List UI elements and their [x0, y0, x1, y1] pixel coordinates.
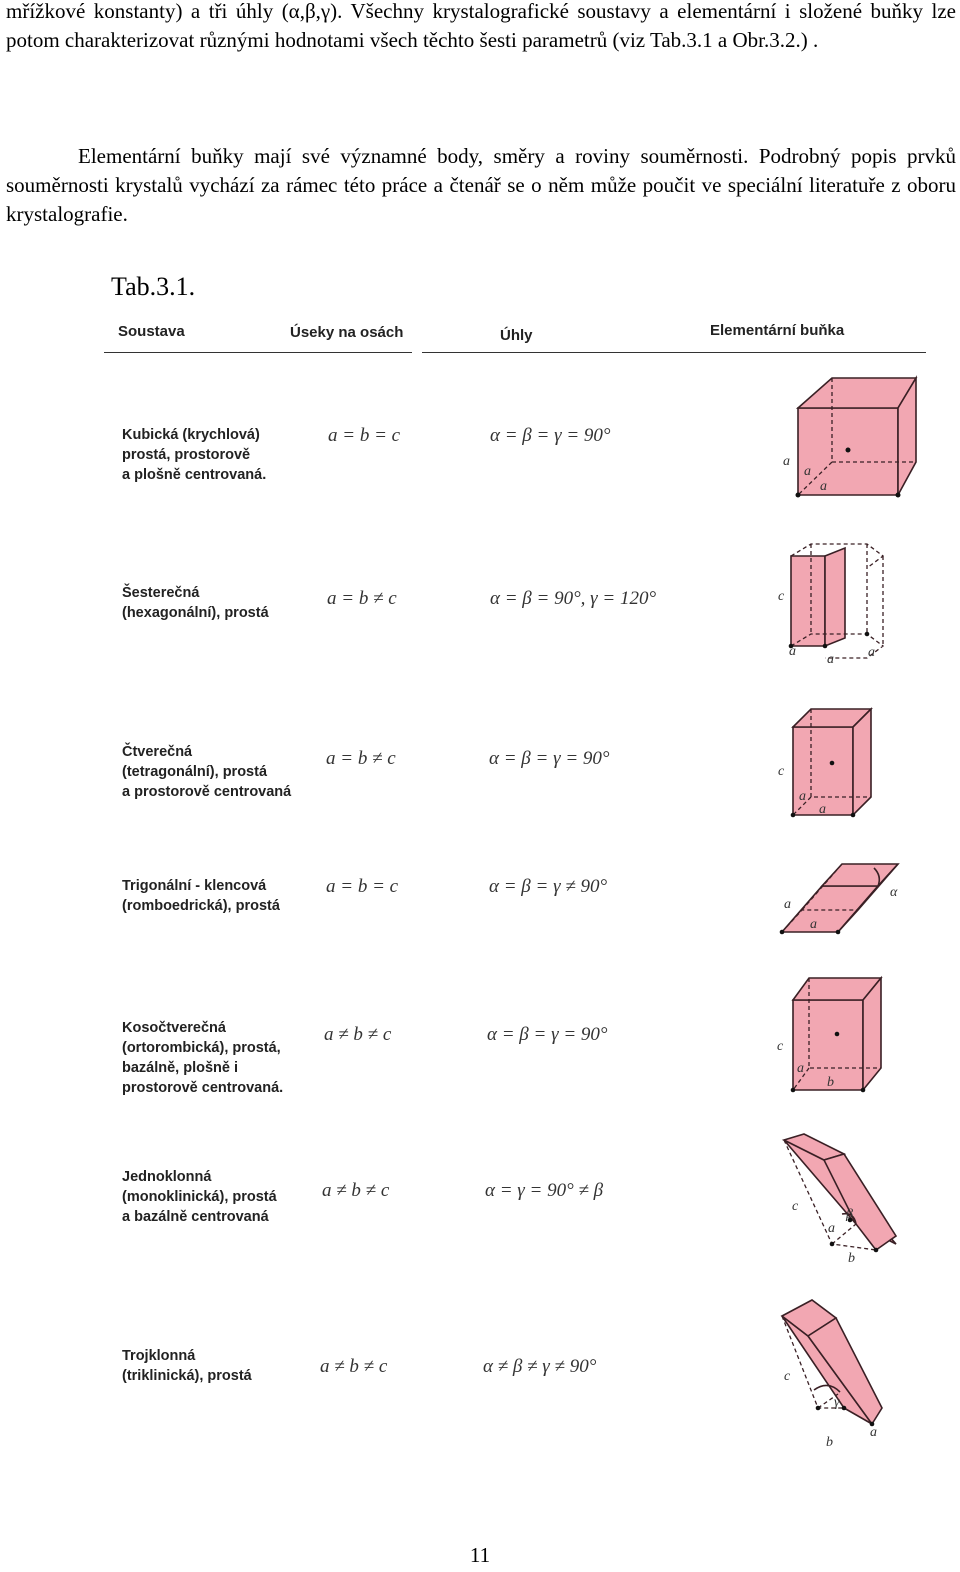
lattice-point [846, 448, 851, 453]
lattice-point [791, 1088, 796, 1093]
page-number: 11 [469, 1543, 491, 1567]
lattice-point [851, 813, 856, 818]
axes-relation: a ≠ b ≠ c [324, 1024, 392, 1045]
cell-label: c [784, 1369, 791, 1384]
cell-label: c [792, 1199, 799, 1214]
cubic-cell-diagram [780, 370, 930, 500]
angles-relation: α = β = γ = 90° [489, 748, 610, 769]
lattice-point [842, 1406, 847, 1411]
cell-label: a [789, 644, 796, 659]
hexagonal-cell-diagram [775, 538, 895, 668]
cell-label: c [778, 764, 785, 779]
lattice-point [874, 1248, 879, 1253]
cell-label: γ [834, 1395, 840, 1410]
symmetry-paragraph-text: Elementární buňky mají své významné body, směry a roviny souměrnosti. Podrobný popis prvků souměrnosti krystalů vychází za rámec této práce a čtenář se o něm může poučit ve speciální literatuře z oboru krystalografie. [6, 144, 956, 226]
angles-relation: α = β = 90°, γ = 120° [490, 588, 657, 609]
axes-relation: a ≠ b ≠ c [322, 1180, 390, 1201]
symmetry-paragraph [6, 142, 956, 229]
cell-label: a [819, 802, 826, 817]
cell-top-face [798, 378, 916, 408]
lattice-point [836, 930, 841, 935]
trigonal-cell-diagram [778, 858, 908, 938]
header-angles: Úhly [500, 327, 533, 344]
lattice-point [830, 761, 835, 766]
angles-relation: α ≠ β ≠ γ ≠ 90° [483, 1356, 597, 1377]
cell-label: a [799, 789, 806, 804]
cell-side-face [825, 548, 845, 646]
header-system: Soustava [118, 323, 185, 340]
table-caption: Tab.3.1. [111, 272, 196, 301]
cell-label: a [827, 652, 834, 667]
axes-relation: a = b ≠ c [326, 748, 396, 769]
cell-label: a [797, 1061, 804, 1076]
cell-label: a [810, 917, 817, 932]
cell-front-face [791, 556, 825, 646]
cell-label: b [848, 1251, 855, 1266]
lattice-point [816, 1406, 821, 1411]
system-name: Čtverečná (tetragonální), prostá a prostorově centrovaná [122, 744, 292, 800]
cell-label: a [820, 479, 827, 494]
tetragonal-cell-diagram [775, 703, 885, 823]
orthorhombic-cell-diagram [775, 974, 895, 1096]
axes-relation: a = b = c [326, 876, 399, 897]
lattice-point [896, 493, 901, 498]
lattice-point [780, 930, 785, 935]
system-name: Kubická (krychlová) prostá, prostorově a plošně centrovaná. [122, 427, 267, 483]
header-axes: Úseky na osách [290, 324, 404, 341]
lattice-point [861, 1088, 866, 1093]
angles-relation: α = β = γ = 90° [490, 425, 611, 446]
axes-relation: a ≠ b ≠ c [320, 1356, 388, 1377]
header-rule-left [104, 352, 412, 353]
cell-label: α [890, 885, 898, 900]
cell-label: a [784, 897, 791, 912]
cell-label: c [777, 1039, 784, 1054]
cell-top-face [822, 864, 898, 886]
header-rule-right [422, 352, 926, 353]
lattice-point [865, 632, 870, 637]
angles-relation: α = β = γ = 90° [487, 1024, 608, 1045]
lattice-point [796, 493, 801, 498]
cell-label: a [828, 1221, 835, 1236]
cell-label: β [846, 1207, 853, 1222]
lattice-point [835, 1032, 840, 1037]
lattice-point [823, 644, 828, 649]
cell-label: a [804, 464, 811, 479]
angles-relation: α = β = γ ≠ 90° [489, 876, 608, 897]
angles-relation: α = γ = 90° ≠ β [485, 1180, 604, 1201]
header-cell: Elementární buňka [710, 322, 845, 339]
triclinic-cell-diagram [778, 1296, 898, 1451]
lattice-point [791, 813, 796, 818]
system-name: Jednoklonná (monoklinická), prostá a bazálně centrovaná [122, 1169, 277, 1225]
monoclinic-cell-diagram [780, 1132, 910, 1267]
system-name: Kosočtverečná (ortorombická), prostá, bazálně, plošně i prostorově centrovaná. [122, 1020, 284, 1096]
cell-side-face [853, 709, 871, 815]
cell-label: b [827, 1075, 834, 1090]
cell-label: a [870, 1425, 877, 1440]
intro-paragraph: mřížkové konstanty) a tři úhly (α,β,γ). Všechny krystalografické soustavy a elementární i složené buňky lze potom charakterizovat různými hodnotami všech těchto šesti parametrů (viz Tab.3.1 a Obr.3.2.) . [6, 0, 956, 52]
axes-relation: a = b = c [328, 425, 401, 446]
cell-label: a [783, 454, 790, 469]
cell-front-face [782, 886, 878, 932]
system-name: Šesterečná (hexagonální), prostá [122, 585, 269, 621]
cell-label: c [778, 589, 785, 604]
axes-relation: a = b ≠ c [327, 588, 397, 609]
system-name: Trigonální - klencová (romboedrická), prostá [122, 878, 280, 914]
system-name: Trojklonná (triklinická), prostá [122, 1348, 252, 1384]
cell-label: b [826, 1435, 833, 1450]
lattice-point [830, 1242, 835, 1247]
cell-label: a [868, 645, 875, 660]
